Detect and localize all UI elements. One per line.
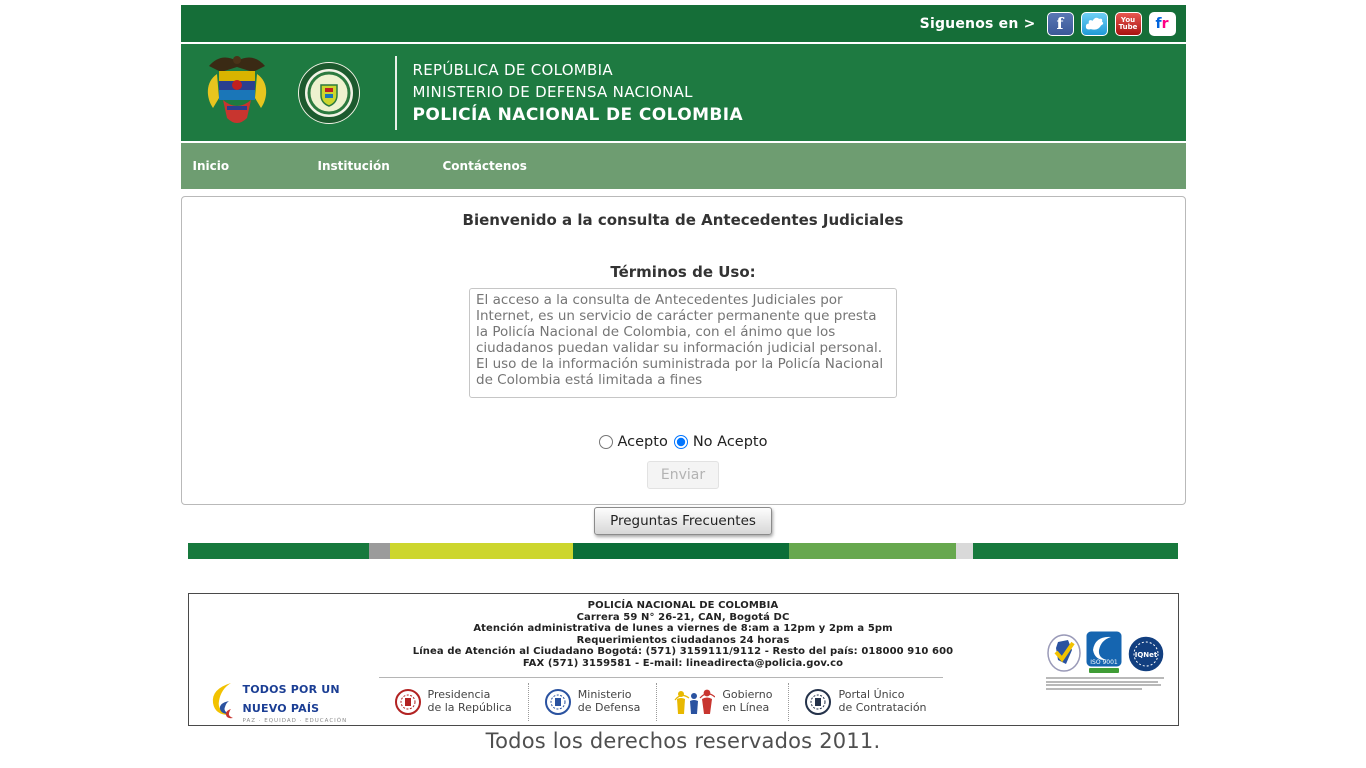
nav-item-contactenos[interactable]: Contáctenos [442, 159, 527, 173]
stripe-segment [956, 543, 973, 559]
stripe-segment [369, 543, 390, 559]
footer-line: Requerimientos ciudadanos 24 horas [576, 634, 790, 646]
decline-option[interactable] [674, 434, 768, 450]
certification-fineprint [1046, 677, 1168, 690]
stripe-segment [188, 543, 369, 559]
terms-of-use-label: Términos de Uso: [610, 263, 756, 281]
colombia-coat-of-arms [203, 50, 271, 136]
portal-contratacion-seal-icon [805, 689, 831, 715]
no-accept-radio[interactable] [674, 435, 688, 449]
partner-strip [379, 677, 943, 725]
nav-item-institucion[interactable]: Institución [317, 159, 390, 173]
header-divider [395, 56, 397, 130]
escudo-calidad-icon [1046, 634, 1082, 674]
flickr-glyph-f: f [1155, 15, 1162, 32]
gobierno-en-linea-logo[interactable] [656, 683, 788, 721]
footer-line: POLICÍA NACIONAL DE COLOMBIA [587, 600, 779, 611]
accept-label: Acepto [617, 434, 668, 450]
presidencia-label: Presidencia de la República [427, 688, 512, 714]
accept-radio-group [182, 434, 1185, 450]
stripe-segment [973, 543, 1178, 559]
nuevo-pais-line2: NUEVO PAÍS [242, 702, 320, 715]
facebook-icon[interactable] [1047, 12, 1074, 36]
gobierno-en-linea-label: Gobierno en Línea [722, 688, 773, 714]
twitter-bird-icon [1085, 16, 1104, 31]
stripe-segment [573, 543, 789, 559]
svg-text:ISO 9001: ISO 9001 [1089, 659, 1118, 666]
nuevo-pais-swirl-icon [207, 681, 237, 721]
follow-us-label: Siguenos en > [919, 15, 1036, 32]
youtube-glyph-bottom: Tube [1118, 22, 1138, 31]
accept-option[interactable] [599, 434, 668, 450]
partner-logos-row [189, 677, 1178, 725]
youtube-glyph-top: You [1120, 15, 1136, 24]
header-titles [413, 59, 744, 127]
republic-title: REPÚBLICA DE COLOMBIA [412, 60, 613, 79]
no-accept-label: No Acepto [692, 434, 768, 450]
portal-contratacion-logo[interactable] [788, 683, 942, 721]
consulta-card [181, 196, 1186, 505]
flickr-glyph-r: r [1161, 15, 1169, 32]
nuevo-pais-line1: TODOS POR UN [242, 683, 340, 696]
iso-9001-icon [1085, 630, 1123, 674]
stripe-segment [390, 543, 573, 559]
nuevo-pais-text [243, 678, 348, 724]
svg-text:IQNet: IQNet [1134, 651, 1157, 659]
nuevo-pais-tagline: PAZ · EQUIDAD · EDUCACIÓN [242, 718, 348, 724]
stripe-segment [789, 543, 956, 559]
ministerio-defensa-seal-icon [545, 689, 571, 715]
certification-badges [1046, 630, 1168, 690]
header [181, 44, 1186, 141]
footer-line: FAX (571) 3159581 - E-mail: lineadirecta@policia.gov.co [522, 657, 844, 669]
youtube-icon[interactable] [1115, 12, 1142, 36]
portal-contratacion-label: Portal Único de Contratación [838, 688, 927, 714]
main-nav [181, 143, 1186, 189]
enviar-button[interactable]: Enviar [647, 461, 719, 489]
terms-textarea[interactable] [469, 288, 897, 398]
presidencia-seal-icon [395, 689, 421, 715]
flickr-icon[interactable] [1149, 12, 1176, 36]
nav-item-inicio[interactable]: Inicio [192, 159, 230, 173]
topbar [181, 5, 1186, 42]
presidencia-logo[interactable] [379, 683, 528, 721]
facebook-glyph: f [1056, 14, 1064, 33]
police-title: POLICÍA NACIONAL DE COLOMBIA [412, 104, 744, 125]
ministerio-defensa-logo[interactable] [528, 683, 657, 721]
color-stripe [188, 543, 1179, 559]
copyright-text: Todos los derechos reservados 2011. [485, 729, 881, 753]
footer-line: Carrera 59 N° 26-21, CAN, Bogotá DC [576, 611, 790, 623]
ministry-title: MINISTERIO DE DEFENSA NACIONAL [412, 82, 693, 101]
gobierno-en-linea-icon [673, 688, 715, 716]
ministerio-defensa-label: Ministerio de Defensa [577, 688, 641, 714]
site-container [181, 0, 1186, 753]
footer-line: Atención administrativa de lunes a viernes de 8:am a 12pm y 2pm a 5pm [473, 623, 893, 634]
policia-nacional-badge [297, 61, 361, 125]
preguntas-frecuentes-button[interactable]: Preguntas Frecuentes [594, 507, 772, 535]
iqnet-icon [1126, 634, 1166, 674]
accept-radio[interactable] [599, 435, 613, 449]
twitter-icon[interactable] [1081, 12, 1108, 36]
todos-por-un-nuevo-pais-logo[interactable] [207, 678, 367, 724]
footer-line: Línea de Atención al Ciudadano Bogotá: (571) 3159111/9112 - Resto del país: 018000 910 600 [412, 646, 954, 657]
page-title: Bienvenido a la consulta de Antecedentes Judiciales [462, 211, 904, 229]
footer [188, 593, 1179, 726]
